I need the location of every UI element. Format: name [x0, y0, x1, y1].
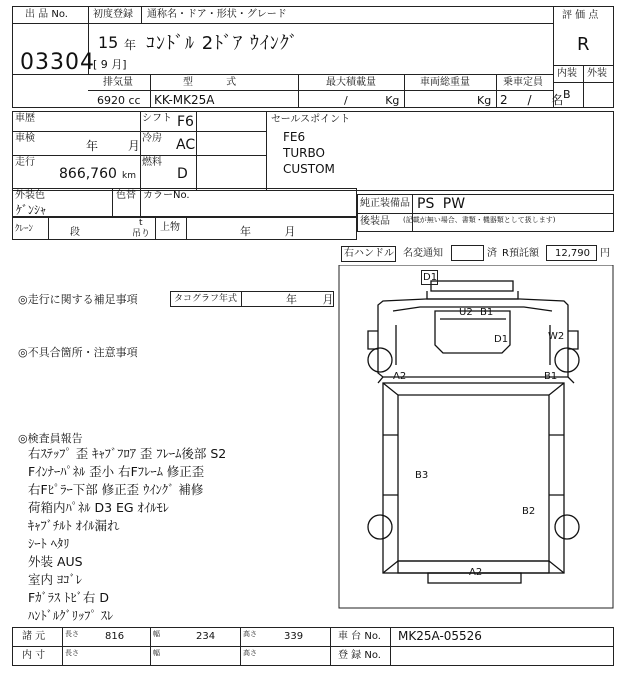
- width-label: 幅: [153, 630, 160, 638]
- defects-label: ◎不具合箇所・注意事項: [18, 346, 138, 359]
- model-value: KK-MK25A: [154, 93, 215, 107]
- ext-color-label: 外装色: [15, 190, 45, 201]
- crane-stage-label: 段: [70, 227, 80, 238]
- interior-grade: B: [563, 88, 571, 101]
- length-label: 長さ: [65, 630, 79, 638]
- driving-notes-label: ◎走行に関する補足事項: [18, 293, 138, 306]
- first-reg-year: 15: [98, 33, 119, 52]
- mark-b1-right: B1: [544, 371, 558, 382]
- mark-d1-top: D1: [423, 272, 438, 283]
- inspector-line: 右Fﾋﾟﾗｰ下部 修正歪 ｳｲﾝｸﾞ 補修: [28, 482, 204, 497]
- gross-weight-value: Kg: [477, 94, 492, 107]
- mark-b1-top: B1: [480, 307, 494, 318]
- reg-no-label: 登 録 No.: [338, 650, 381, 661]
- mark-b2: B2: [522, 506, 536, 517]
- crane-label: ｸﾚｰﾝ: [15, 224, 34, 234]
- int-width-label: 幅: [153, 649, 160, 657]
- rating-label: 評 価 点: [562, 10, 599, 21]
- mark-a2-left: A2: [393, 371, 407, 382]
- inspection-label: 車検: [15, 133, 35, 144]
- first-reg-label: 初度登録: [93, 9, 133, 20]
- exterior-label: 外装: [587, 68, 607, 79]
- fuel-label: 燃料: [142, 157, 162, 168]
- tachograph-label: タコグラフ年式: [174, 294, 238, 304]
- mark-w2: W2: [548, 331, 565, 342]
- width-value: 234: [196, 631, 216, 642]
- recycle-deposit-label: R預託額: [502, 248, 539, 259]
- right-handle: 右ハンドル: [344, 248, 394, 259]
- equipment-value: PS PW: [417, 196, 466, 212]
- model-label: 型 式: [183, 77, 237, 88]
- aftermarket-label: 後装品: [360, 216, 390, 227]
- selling-point-2: TURBO: [283, 146, 325, 160]
- aftermarket-note: (記載が無い場合、書類・機器類として扱します): [403, 216, 556, 224]
- selling-point-1: FE6: [283, 130, 306, 144]
- max-load-label: 最大積載量: [326, 77, 376, 88]
- capacity-label: 乗車定員: [503, 77, 543, 88]
- inspector-line: 荷箱内ﾊﾟﾈﾙ D3 EG ｵｲﾙﾓﾚ: [28, 500, 169, 515]
- inspector-line: ﾊﾝﾄﾞﾙｸﾞﾘｯﾌﾟ ｽﾚ: [28, 608, 114, 623]
- capacity-value: 2 / 名: [500, 93, 564, 107]
- dims-label: 諸 元: [22, 631, 46, 642]
- upper-label: 上物: [160, 222, 180, 233]
- inspector-line: ｷｬﾌﾞﾁﾙﾄ ｵｲﾙ漏れ: [28, 518, 120, 533]
- interior-dims-label: 内 寸: [22, 650, 46, 661]
- recycle-amount: 12,790: [555, 248, 590, 259]
- fuel-value: D: [177, 166, 188, 182]
- max-load-value: / Kg: [344, 94, 400, 107]
- mark-u2: U2: [459, 307, 473, 318]
- displacement-value: 6920 cc: [97, 94, 141, 107]
- lot-label: 出 品 No.: [25, 9, 68, 20]
- int-height-label: 高さ: [243, 649, 257, 657]
- color-change-label: 色替: [116, 190, 136, 201]
- inspector-line: 室内 ﾖｺﾞﾚ: [28, 572, 82, 587]
- height-value: 339: [284, 631, 304, 642]
- length-value: 816: [105, 631, 125, 642]
- crane-frame: [12, 217, 357, 240]
- inspector-line: Fｲﾝﾅｰﾊﾟﾈﾙ 歪小 右Fﾌﾚｰﾑ 修正歪: [28, 464, 205, 479]
- recycle-done: 済: [487, 248, 497, 259]
- yen-unit: 円: [600, 248, 610, 259]
- inspector-line: ｼｰﾄ ﾍﾀﾘ: [28, 536, 70, 551]
- lift-label: 吊り: [132, 229, 151, 239]
- ext-color-value: ｹﾞﾝｼｬ: [16, 203, 47, 217]
- lift-ton-unit: t: [139, 218, 143, 228]
- selling-points-label: セールスポイント: [271, 114, 351, 125]
- shift-value: F6: [177, 114, 194, 130]
- inspector-label: ◎検査員報告: [18, 432, 83, 445]
- interior-label: 内装: [557, 68, 577, 79]
- lot-number: 03304: [20, 50, 95, 75]
- gross-weight-label: 車両総重量: [420, 77, 470, 88]
- ac-label: 冷房: [142, 133, 162, 144]
- first-reg-month: [ 9 月]: [93, 58, 127, 71]
- int-length-label: 長さ: [65, 649, 79, 657]
- tachograph-value: 年 月: [286, 293, 334, 306]
- inspection-value: 年 月: [86, 139, 140, 153]
- mileage-unit: km: [122, 171, 136, 181]
- mark-d1-cab: D1: [494, 334, 509, 345]
- vehicle-name-label: 通称名・ドア・形状・グレード: [147, 9, 287, 20]
- mileage-label: 走行: [15, 157, 35, 168]
- shift-label: シフト: [142, 113, 172, 124]
- inspector-line: Fｶﾞﾗｽ ﾄﾋﾞ右 D: [28, 590, 110, 605]
- mark-b3: B3: [415, 470, 429, 481]
- vin-label: 車 台 No.: [338, 631, 381, 642]
- selling-point-3: CUSTOM: [283, 162, 335, 176]
- equipment-label: 純正装備品: [360, 198, 410, 209]
- rating-value: R: [577, 34, 590, 55]
- vehicle-name: ｺﾝﾄﾞﾙ 2ﾄﾞｱ ｳｲﾝｸﾞ: [146, 33, 299, 54]
- meter-change-label: 名変通知: [403, 248, 443, 259]
- height-label: 高さ: [243, 630, 257, 638]
- ac-value: AC: [176, 137, 196, 153]
- history-label: 車歴: [15, 113, 35, 124]
- meter-change-box: [451, 245, 484, 261]
- vin-value: MK25A-05526: [398, 629, 482, 643]
- inspector-line: 右ｽﾃｯﾌﾟ 歪 ｷｬﾌﾞﾌﾛｱ 歪 ﾌﾚｰﾑ後部 S2: [28, 446, 227, 461]
- truck-damage-diagram: [338, 265, 614, 609]
- mark-a2-bottom: A2: [469, 567, 483, 578]
- upper-value: 年 月: [240, 225, 296, 238]
- color-no-label: カラーNo.: [143, 190, 190, 201]
- mileage-value: 866,760: [59, 166, 117, 182]
- inspector-line: 外装 AUS: [28, 554, 83, 569]
- year-unit: 年: [124, 38, 137, 52]
- displacement-label: 排気量: [103, 77, 133, 88]
